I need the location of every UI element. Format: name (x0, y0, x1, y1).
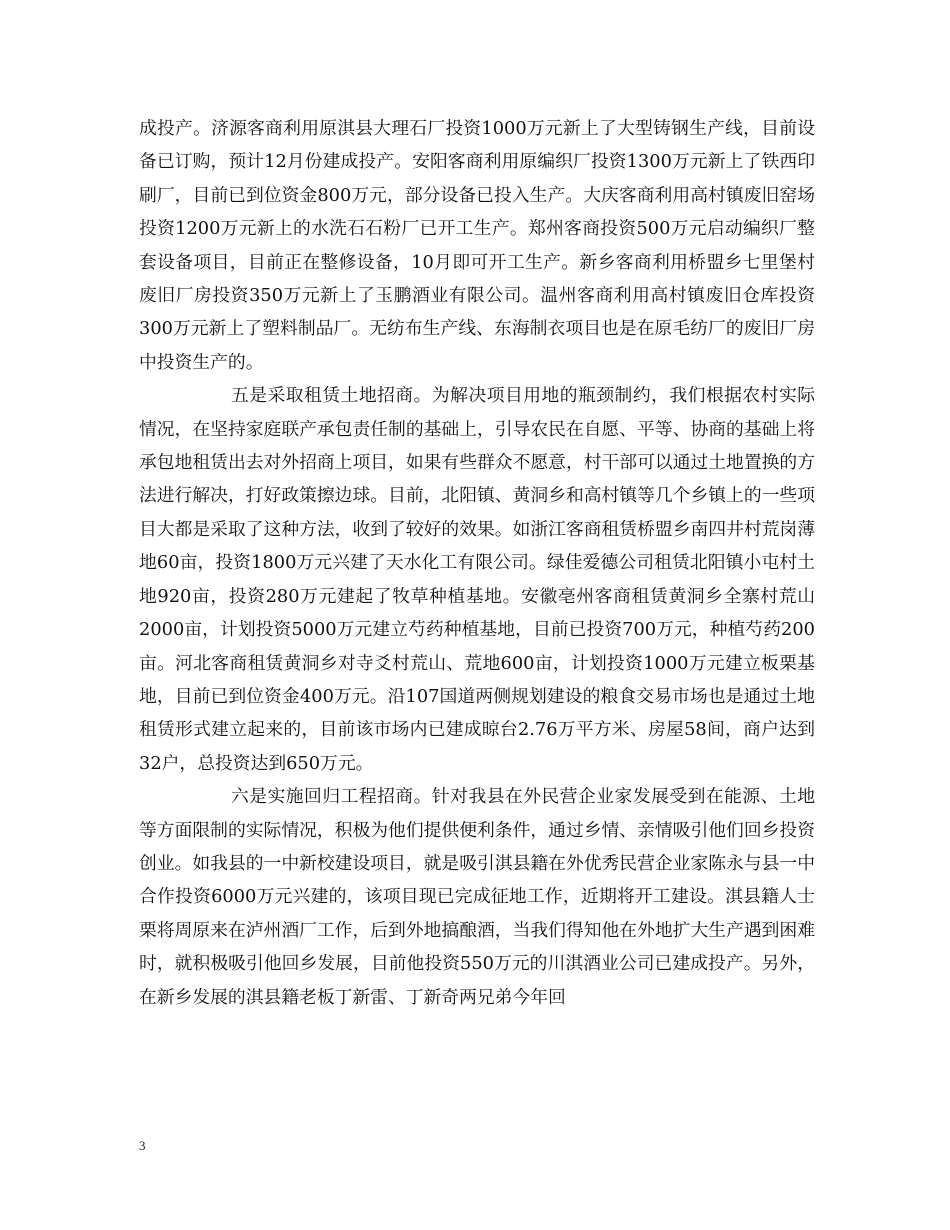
paragraph-lease-land: 五是采取租赁土地招商。为解决项目用地的瓶颈制约，我们根据农村实际情况，在坚持家庭联产承包责任制的基础上，引导农民在自愿、平等、协商的基础上将承包地租赁出去对外招商上项目，如果有些群众不愿意，村干部可以通过土地置换的方法进行解决，打好政策擦边球。目前，北阳镇、黄洞乡和高村镇等几个乡镇上的一些项目大都是采取了这种方法，收到了较好的效果。如浙江客商租赁桥盟乡南四井村荒岗薄地60亩，投资1800万元兴建了天水化工有限公司。绿佳爱德公司租赁北阳镇小屯村土地920亩，投资280万元建起了牧草种植基地。安徽亳州客商租赁黄洞乡全寨村荒山2000亩，计划投资5000万元建立芍药种植基地，目前已投资700万元，种植芍药200亩。河北客商租赁黄洞乡对寺爻村荒山、荒地600亩，计划投资1000万元建立板栗基地，目前已到位资金400万元。沿107国道两侧规划建设的粮食交易市场也是通过土地租赁形式建立起来的，目前该市场内已建成晾台2.76万平方米、房屋58间，商户达到32户，总投资达到650万元。 (139, 385, 815, 774)
paragraph-return-project: 六是实施回归工程招商。针对我县在外民营企业家发展受到在能源、土地等方面限制的实际情况，积极为他们提供便利条件，通过乡情、亲情吸引他们回乡投资创业。如我县的一中新校建设项目，就是吸引淇县籍在外优秀民营企业家陈永与县一中合作投资6000万元兴建的，该项目现已完成征地工作，近期将开工建设。淇县籍人士栗将周原来在泸州酒厂工作，后到外地搞酿酒，当我们得知他在外地扩大生产遇到困难时，就积极吸引他回乡发展，目前他投资550万元的川淇酒业公司已建成投产。另外，在新乡发展的淇县籍老板丁新雷、丁新奇两兄弟今年回 (139, 786, 815, 1008)
paragraph-continuation: 成投产。济源客商利用原淇县大理石厂投资1000万元新上了大型铸钢生产线，目前设备已订购，预计12月份建成投产。安阳客商利用原编织厂投资1300万元新上了铁西印刷厂，目前已到位资金800万元，部分设备已投入生产。大庆客商利用高村镇废旧窑场投资1200万元新上的水洗石石粉厂已开工生产。郑州客商投资500万元启动编织厂整套设备项目，目前正在整修设备，10月即可开工生产。新乡客商利用桥盟乡七里堡村废旧厂房投资350万元新上了玉鹏酒业有限公司。温州客商利用高村镇废旧仓库投资300万元新上了塑料制品厂。无纺布生产线、东海制衣项目也是在原毛纺厂的废旧厂房中投资生产的。 (139, 118, 815, 373)
body-text (139, 112, 815, 1014)
page-number: 3 (139, 1138, 146, 1153)
